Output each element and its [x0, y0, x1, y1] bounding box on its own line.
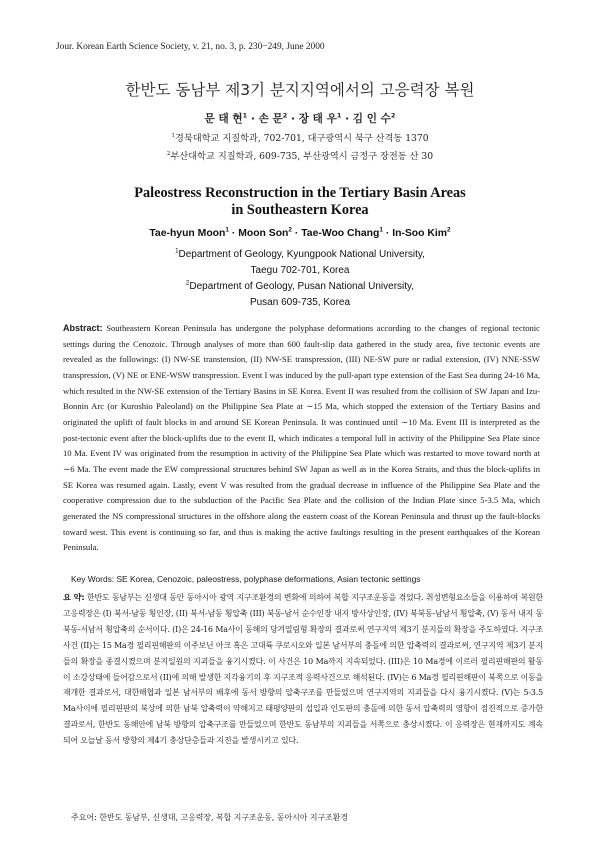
korean-author-name: 손 문: [258, 113, 283, 125]
english-author-name: Moon Son: [238, 228, 289, 239]
korean-authors: [0, 111, 600, 126]
author-sup: 1: [336, 111, 342, 120]
korean-author-name: 장 태 우: [298, 113, 337, 125]
korean-keywords: [71, 812, 541, 823]
english-author-name: Tae-Woo Chang: [301, 228, 380, 239]
author-separator: ·: [382, 228, 393, 239]
english-title-line: in Southeastern Korea: [231, 202, 369, 218]
author-sup: 2: [447, 226, 451, 234]
author-separator: ·: [292, 228, 302, 239]
korean-abstract-text: 한반도 동남부는 신생대 동안 동아시아 광역 지구조환경의 변화에 의하여 복합 지구조운동을 겪었다. 취성변형요소들을 이용하여 복원한 고응력장은 (I) 북서-남동 횡인장, (II) 북서-남동 횡압축 (III) 북동-남서 순수인장 내지 방사상인장, (IV) 북북동-남남서 횡압축, (V) 동서 내지 동북동-서남서 횡압축의 순서이다. (I)은 24-16 Ma사이 동해의 당겨열림형 확장의 결과로써 연구지역 제3기 분지들의 확장을 주도하였다. 지구조 사건 (II)는 15 Ma경 필리핀해판의 이주보닌 아크 혹은 고대륙 쿠로시오와 일본 남서부의 충돌에 의한 압축력의 결과로써, 연구지역 제3기 분지들의 확장을 종결시켰으며 분지일원의 지괴들을 융기시켰다. 이 사건은 10 Ma까지 지속되었다. (III)은 10 Ma경에 이르러 필리핀해판의 활동이 소강상태에 들어감으로서 (II)에 의해 발생한 지각융기의 후 지구조적 응력사건으로 해석된다. (IV)는 6 Ma경 필리핀해판이 북쪽으로 이동을 재개한 결과로서, 대한해협과 일본 남서부의 배후에 동서 방향의 압축구조를 만들었으며 연구지역의 지괴들을 다시 융기시켰다. (V)는 5-3.5 Ma사이에 필리핀판의 북상에 의한 남북 압축력이 약해지고 태평양판의 섭입과 인도판의 충돌에 의한 동서 압축력의 영향이 점진적으로 증가한 결과로서, 한반도 동해안에 남북 방향의 압축구조를 만들었으며 한반도 동남부의 지괴들을 서쪽으로 충상시켰다. 이 응력장은 현재까지도 계속되어 오늘날 동서 방향의 제4기 충상단층들과 지진을 발생시키고 있다.: [63, 593, 543, 746]
korean-affiliation-2: [0, 148, 600, 162]
english-affiliation-2-city: Pusan 609-735, Korea: [249, 297, 351, 308]
author-sup: 2: [288, 226, 292, 234]
korean-title: 한반도 동남부 제3기 분지지역에서의 고응력장 복원: [125, 81, 475, 99]
affiliation-text: 경북대학교 지질학과, 702-701, 대구광역시 북구 산격동 1370: [175, 133, 429, 144]
author-sup: 1: [379, 226, 383, 234]
english-title: [0, 185, 600, 219]
korean-affiliation-1: [0, 130, 600, 144]
author-separator: ·: [228, 228, 239, 239]
affiliation-sup: 1: [171, 132, 176, 139]
english-authors: [0, 228, 600, 239]
author-sup: 1: [242, 111, 248, 120]
korean-abstract-label: 요 약:: [63, 592, 85, 602]
english-author-name: Tae-hyun Moon: [149, 228, 226, 239]
english-affiliation-1-city: Taegu 702-701, Korea: [250, 265, 350, 276]
author-separator: ·: [287, 113, 299, 125]
english-keywords: Key Words: SE Korea, Cenozoic, paleostress, polyphase deformations, Asian tectonic settings: [71, 574, 421, 584]
english-title-line: Paleostress Reconstruction in the Tertiary Basin Areas: [134, 185, 466, 201]
affiliation-sup: 1: [175, 247, 179, 255]
author-separator: ·: [341, 113, 353, 125]
english-abstract: [63, 321, 540, 556]
english-affiliation-1: [0, 249, 600, 260]
affiliation-text: Department of Geology, Kyungpook National University,: [178, 249, 425, 260]
korean-keywords-text: 한반도 동남부, 신생대, 고응력장, 복합 지구조운동, 동아시아 지구조환경: [99, 813, 349, 822]
affiliation-text: Department of Geology, Pusan National University,: [189, 281, 415, 292]
korean-keywords-label: 주요어:: [71, 813, 97, 822]
english-affiliation-2: [0, 281, 600, 292]
affiliation-sup: 2: [185, 279, 190, 287]
affiliation-sup: 2: [166, 150, 171, 157]
author-separator: ·: [247, 113, 259, 125]
abstract-text: Southeastern Korean Peninsula has undergone the polyphase deformations according to the changes of regional tectonic settings during the Cenozoic. Through analyses of more than 600 fault-slip data gathered in the study area, five tectonic events are revealed as the followings: (I) NW-SE transtension, (II) NW-SE transpression, (III) NE-SW pure or radial extension, (IV) NNE-SSW transpression, (V) NE or ENE-WSW transpression. Event I was induced by the pull-apart type extension of the East Sea during 24-16 Ma, which resulted in the NW-SE extension of the Tertiary Basins in SE Korea. Event II was resulted from the collision of SW Japan and Izu-Bonnin Arc (or Kuroshio Paleoland) on the Philippine Sea Plate at ∼15 Ma, which stopped the extension of the Tertiary Basins and originated the uplift of fault blocks in and around SE Korean Peninsula. It was continued until ∼10 Ma. Event III is interpreted as the post-tectonic event after the block-uplifts due to the event II, which indicates a temporal lull in activity of the Philippine Sea Plate since 10 Ma. Event IV was originated from the resumption in activity of the Philippine Sea Plate which was restarted to move toward north at ∼6 Ma. The event made the EW compressional structures behind SW Japan as well as in the Korea Straits, and thus the block-uplifts in SE Korea was resumed again. Lastly, event V was resulted from the gradual decrease in influence of the Philippine Sea Plate and the cooperative compression due to the subduction of the Pacific Sea Plate and the collision of the Indian Plate since 5-3.5 Ma, which generated the NS compressional structures in the offshore along the eastern coast of the Korean Peninsula and thrust up the fault-blocks toward west. This event is continuing so far, and thus is making the active faultings resulting in the present earthquakes of the Korean Peninsula.: [63, 323, 540, 553]
author-sup: 2: [282, 111, 288, 120]
journal-citation: Jour. Korean Earth Science Society, v. 21, no. 3, p. 230−249, June 2000: [56, 42, 325, 52]
author-sup: 2: [390, 111, 396, 120]
abstract-label: Abstract:: [63, 323, 103, 333]
korean-author-name: 문 태 현: [204, 113, 243, 125]
korean-abstract: [63, 590, 543, 749]
english-author-name: In-Soo Kim: [392, 228, 448, 239]
korean-author-name: 김 인 수: [352, 113, 391, 125]
author-sup: 1: [225, 226, 229, 234]
affiliation-text: 부산대학교 지질학과, 609-735, 부산광역시 금정구 장전동 산 30: [170, 151, 434, 162]
